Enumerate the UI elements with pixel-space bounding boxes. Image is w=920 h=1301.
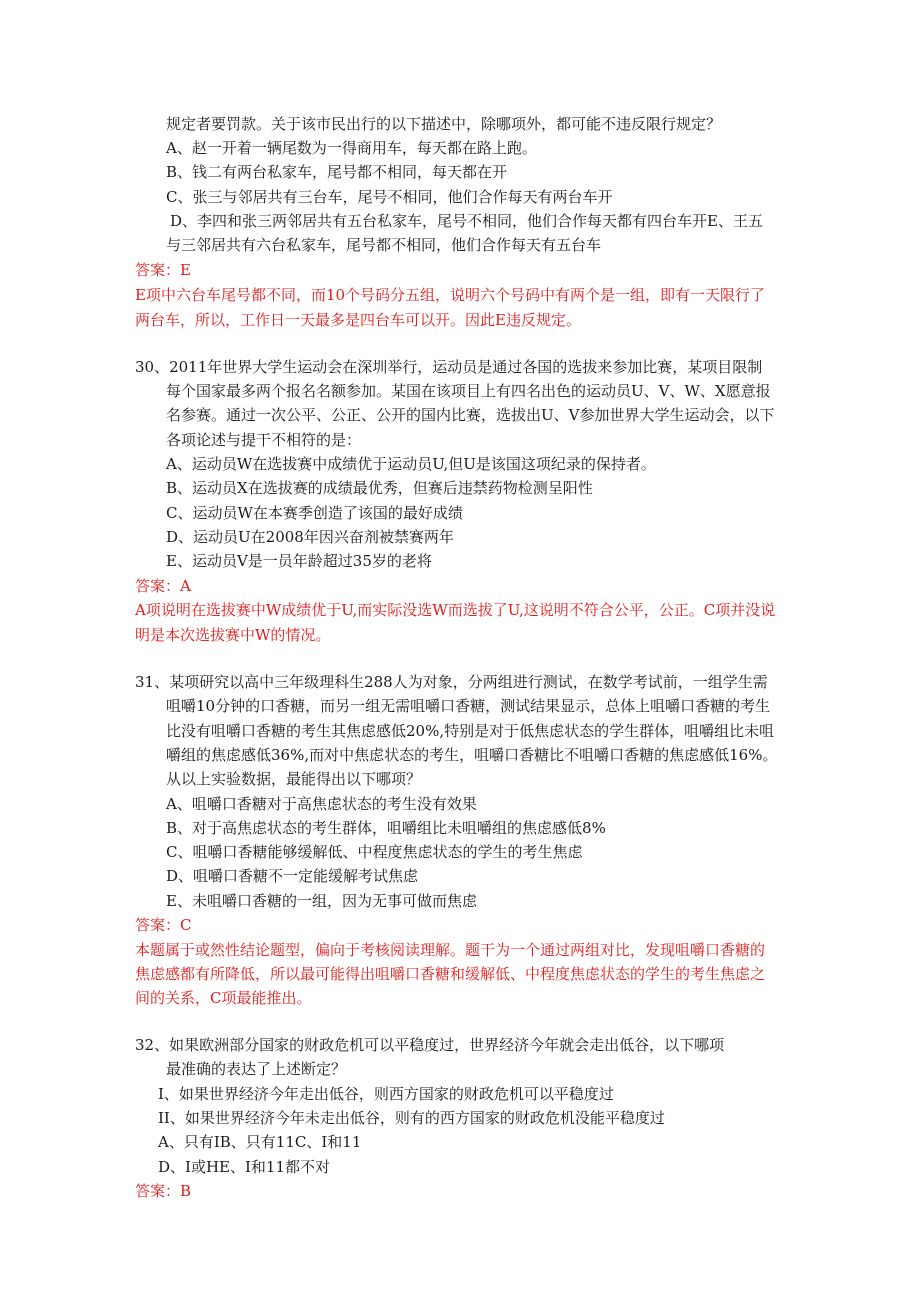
q30-option-a: A、运动员W在选拔赛中成绩优于运动员U,但U是该国这项纪录的保持者。 bbox=[166, 455, 656, 473]
q32-statement-i: I、如果世界经济今年走出低谷，则西方国家的财政危机可以平稳度过 bbox=[158, 1085, 614, 1103]
q29-explanation-line1: E项中六台车尾号都不同，而10个号码分五组，说明六个号码中有两个是一组，即有一天限行了 bbox=[135, 286, 766, 304]
q30-stem-line1: 30、2011年世界大学生运动会在深圳举行，运动员是通过各国的选拔来参加比赛，某项目限制 bbox=[135, 358, 763, 376]
q30-option-b: B、运动员X在选拔赛的成绩最优秀，但赛后违禁药物检测呈阳性 bbox=[166, 479, 593, 497]
q30-explanation-line2: 明是本次选拔赛中W的情况。 bbox=[135, 626, 331, 644]
q30-option-e: E、运动员V是一员年龄超过35岁的老将 bbox=[166, 552, 432, 570]
q31-explanation-line2: 焦虑感都有所降低，所以最可能得出咀嚼口香糖和缓解低、中程度焦虑状态的学生的考生焦虑之 bbox=[135, 965, 766, 983]
q32-options-de: D、I或HE、I和11都不对 bbox=[158, 1158, 330, 1176]
q31-stem-line3: 比没有咀嚼口香糖的考生其焦虑感低20%,特别是对于低焦虑状态的学生群体，咀嚼组比未咀 bbox=[166, 722, 775, 740]
q29-explanation-line2: 两台车，所以，工作日一天最多是四台车可以开。因此E违反规定。 bbox=[135, 311, 581, 329]
q32-options-abc: A、只有IB、只有11C、I和11 bbox=[158, 1133, 362, 1151]
q31-explanation-line3: 间的关系，C项最能推出。 bbox=[135, 989, 312, 1007]
q31-stem-line2: 咀嚼10分钟的口香糖，而另一组无需咀嚼口香糖，测试结果显示，总体上咀嚼口香糖的考生 bbox=[166, 697, 771, 715]
q29-option-d-line1: D、李四和张三两邻居共有五台私家车，尾号不相同，他们合作每天都有四台车开E、王五 bbox=[170, 212, 763, 230]
q30-stem-line2: 每个国家最多两个报名名额参加。某国在该项目上有四名出色的运动员U、V、W、X愿意报 bbox=[166, 382, 771, 400]
q32-statement-ii: II、如果世界经济今年未走出低谷，则有的西方国家的财政危机没能平稳度过 bbox=[158, 1109, 665, 1127]
q31-stem-line5: 从以上实验数据，最能得出以下哪项？ bbox=[166, 770, 422, 788]
q30-explanation-line1: A项说明在选拔赛中W成绩优于U,而实际没选W而选拔了U,这说明不符合公平，公正。C项并没说 bbox=[135, 601, 776, 619]
q32-stem-line1: 32、如果欧洲部分国家的财政危机可以平稳度过，世界经济今年就会走出低谷，以下哪项 bbox=[135, 1036, 725, 1054]
q31-option-d: D、咀嚼口香糖不一定能缓解考试焦虑 bbox=[166, 867, 419, 885]
q30-answer: 答案：A bbox=[135, 577, 191, 595]
q30-option-c: C、运动员W在本赛季创造了该国的最好成绩 bbox=[166, 504, 463, 522]
q32-stem-line2: 最准确的表达了上述断定？ bbox=[166, 1060, 347, 1078]
q31-stem-line4: 嚼组的焦虑感低36%,而对中焦虑状态的考生，咀嚼口香糖比不咀嚼口香糖的焦虑感低16%。 bbox=[166, 746, 778, 764]
q29-option-d-line2: 与三邻居共有六台私家车，尾号都不相同，他们合作每天有五台车 bbox=[166, 236, 602, 254]
q31-option-c: C、咀嚼口香糖能够缓解低、中程度焦虑状态的学生的考生焦虑 bbox=[166, 843, 583, 861]
q29-option-a: A、赵一开着一辆尾数为一得商用车，每天都在路上跑。 bbox=[166, 139, 537, 157]
q29-option-b: B、钱二有两台私家车，尾号都不相同，每天都在开 bbox=[166, 163, 508, 181]
q30-stem-line3: 名参赛。通过一次公平、公正、公开的国内比赛，选拔出U、V参加世界大学生运动会，以下 bbox=[166, 406, 775, 424]
q31-stem-line1: 31、某项研究以高中三年级理科生288人为对象，分两组进行测试，在数学考试前，一组学生需 bbox=[135, 673, 768, 691]
q31-option-b: B、对于高焦虑状态的考生群体，咀嚼组比未咀嚼组的焦虑感低8% bbox=[166, 819, 606, 837]
q31-explanation-line1: 本题属于或然性结论题型，偏向于考核阅读理解。题干为一个通过两组对比，发现咀嚼口香糖的 bbox=[135, 941, 766, 959]
q30-option-d: D、运动员U在2008年因兴奋剂被禁赛两年 bbox=[166, 528, 454, 546]
q29-option-c: C、张三与邻居共有三台车，尾号不相同，他们合作每天有两台车开 bbox=[166, 188, 613, 206]
q29-answer: 答案：E bbox=[135, 261, 191, 279]
q31-option-a: A、咀嚼口香糖对于高焦虑状态的考生没有效果 bbox=[166, 795, 477, 813]
q32-answer: 答案：B bbox=[135, 1182, 192, 1200]
q31-answer: 答案：C bbox=[135, 916, 192, 934]
q31-option-e: E、未咀嚼口香糖的一组，因为无事可做而焦虑 bbox=[166, 892, 477, 910]
q29-stem-continuation: 规定者要罚款。关于该市民出行的以下描述中，除哪项外，都可能不违反限行规定？ bbox=[166, 115, 722, 133]
q30-stem-line4: 各项论述与提干不相符的是： bbox=[166, 431, 362, 449]
